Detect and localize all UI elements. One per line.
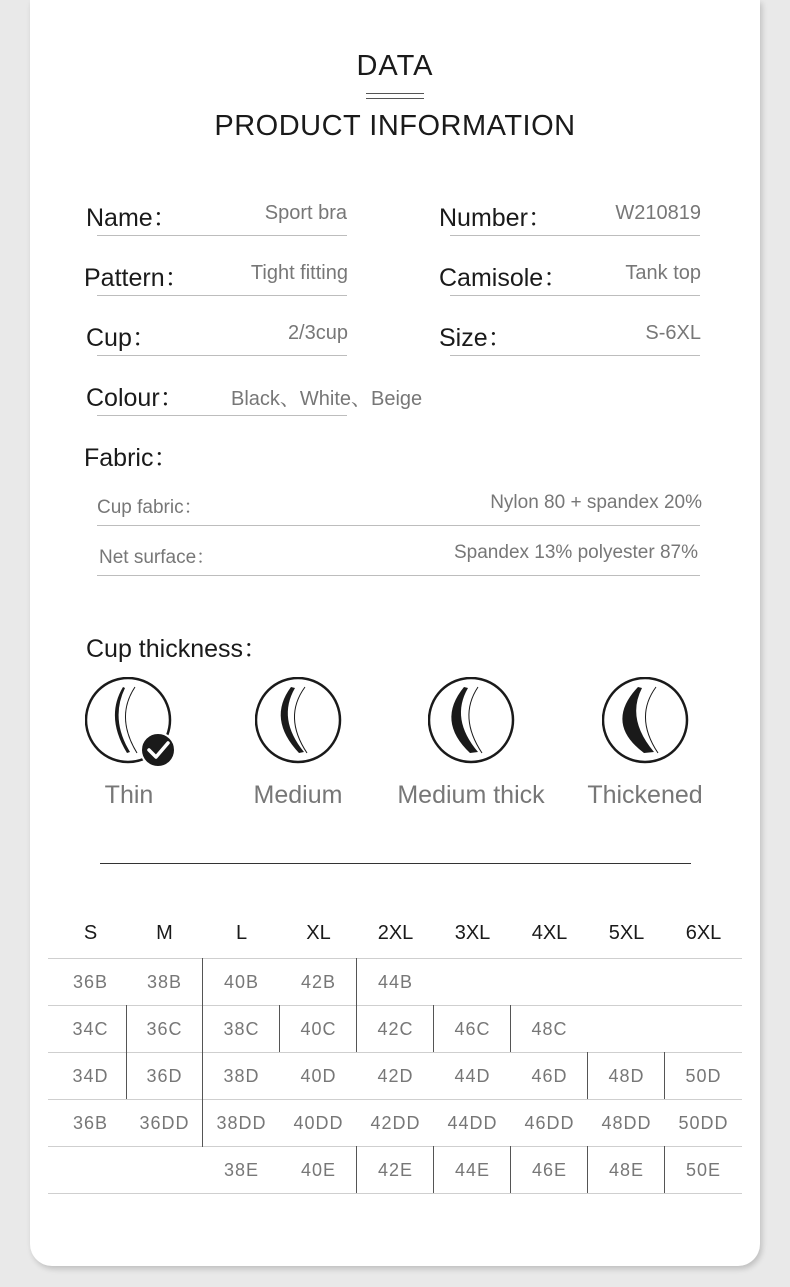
name-value: Sport bra — [264, 202, 347, 224]
colour-underline — [97, 415, 347, 416]
size-header-m: M — [156, 922, 173, 944]
table-cell: 40DD — [293, 1113, 344, 1133]
section-divider — [100, 863, 691, 864]
table-cell: 42DD — [370, 1113, 421, 1133]
thickness-label-thickened: Thickened — [587, 781, 703, 809]
colour-value: Black、White、Beige — [231, 388, 423, 410]
thickness-option-thin[interactable] — [85, 677, 181, 774]
selected-check-icon — [141, 733, 175, 767]
table-cell: 36DD — [139, 1113, 190, 1133]
net-surface-label: Net surface： — [99, 547, 216, 568]
cup-fabric-value: Nylon 80 + spandex 20% — [490, 492, 702, 513]
number-underline — [450, 235, 700, 236]
page-title: DATA — [356, 50, 434, 82]
pattern-label: Pattern： — [84, 264, 190, 292]
size-header-xl: XL — [306, 922, 331, 944]
fabric-label: Fabric： — [84, 444, 179, 472]
table-cell: 44DD — [447, 1113, 498, 1133]
size-header-6xl: 6XL — [685, 922, 722, 944]
camisole-value: Tank top — [625, 262, 701, 284]
table-cell: 48C — [531, 1019, 568, 1039]
table-cell: 38C — [223, 1019, 260, 1039]
size-header-4xl: 4XL — [531, 922, 568, 944]
medium-thick-cup-icon — [428, 677, 516, 765]
table-cell: 36C — [146, 1019, 183, 1039]
table-cell: 40C — [300, 1019, 337, 1039]
table-cell: 36B — [72, 972, 109, 992]
pattern-value: Tight fitting — [250, 262, 348, 284]
table-cell: 44B — [377, 972, 414, 992]
table-rule — [48, 1052, 742, 1053]
thickness-label-thin: Thin — [104, 781, 154, 809]
number-value: W210819 — [615, 202, 701, 224]
table-cell: 40B — [223, 972, 260, 992]
table-cell: 46DD — [524, 1113, 575, 1133]
cup-underline — [97, 355, 347, 356]
size-underline — [450, 355, 700, 356]
size-header-l: L — [235, 922, 248, 944]
thickness-label-medium: Medium — [253, 781, 343, 809]
table-cell: 42B — [300, 972, 337, 992]
net-surface-value: Spandex 13% polyester 87% — [454, 542, 698, 563]
table-cell: 46C — [454, 1019, 491, 1039]
table-cell: 34D — [72, 1066, 109, 1086]
table-cell: 42E — [377, 1160, 414, 1180]
table-cell: 50E — [685, 1160, 722, 1180]
table-rule — [48, 1005, 742, 1006]
table-cell: 46E — [531, 1160, 568, 1180]
thickened-cup-icon — [602, 677, 690, 765]
table-cell: 48E — [608, 1160, 645, 1180]
cup-fabric-underline — [97, 525, 700, 526]
name-label: Name： — [86, 204, 178, 232]
table-cell: 38B — [146, 972, 183, 992]
thickness-option-thickened[interactable] — [602, 677, 690, 770]
table-rule — [48, 1193, 742, 1194]
cup-fabric-label: Cup fabric： — [97, 497, 203, 518]
cup-thickness-label: Cup thickness： — [86, 635, 269, 663]
page-subtitle: PRODUCT INFORMATION — [214, 110, 576, 142]
table-cell: 40E — [300, 1160, 337, 1180]
camisole-underline — [450, 295, 700, 296]
table-cell: 36B — [72, 1113, 109, 1133]
table-cell: 48D — [608, 1066, 645, 1086]
size-value: S-6XL — [645, 322, 701, 344]
table-cell: 42D — [377, 1066, 414, 1086]
number-label: Number： — [439, 204, 553, 232]
table-cell: 36D — [146, 1066, 183, 1086]
camisole-label: Camisole： — [439, 264, 569, 292]
thin-cup-icon — [85, 677, 181, 769]
cup-value: 2/3cup — [287, 322, 348, 344]
cup-label: Cup： — [86, 324, 157, 352]
colour-label: Colour： — [86, 384, 185, 412]
table-cell: 38E — [223, 1160, 260, 1180]
net-surface-underline — [97, 575, 700, 576]
table-cell: 44E — [454, 1160, 491, 1180]
size-header-5xl: 5XL — [608, 922, 645, 944]
size-header-2xl: 2XL — [377, 922, 414, 944]
table-cell: 34C — [72, 1019, 109, 1039]
table-rule — [48, 958, 742, 959]
table-cell: 48DD — [601, 1113, 652, 1133]
pattern-underline — [97, 295, 347, 296]
thickness-option-medium-thick[interactable] — [428, 677, 516, 770]
table-cell: 38DD — [216, 1113, 267, 1133]
table-cell: 40D — [300, 1066, 337, 1086]
thickness-option-medium[interactable] — [255, 677, 343, 770]
table-cell: 50DD — [678, 1113, 729, 1133]
table-cell: 50D — [685, 1066, 722, 1086]
title-divider — [366, 93, 424, 99]
thickness-label-medium-thick: Medium thick — [397, 781, 545, 809]
table-cell: 42C — [377, 1019, 414, 1039]
table-cell: 38D — [223, 1066, 260, 1086]
table-cell: 44D — [454, 1066, 491, 1086]
table-rule — [48, 1146, 742, 1147]
medium-cup-icon — [255, 677, 343, 765]
table-rule — [48, 1099, 742, 1100]
table-cell: 46D — [531, 1066, 568, 1086]
size-header-3xl: 3XL — [454, 922, 491, 944]
size-header-s: S — [83, 922, 98, 944]
size-label: Size： — [439, 324, 513, 352]
name-underline — [97, 235, 347, 236]
